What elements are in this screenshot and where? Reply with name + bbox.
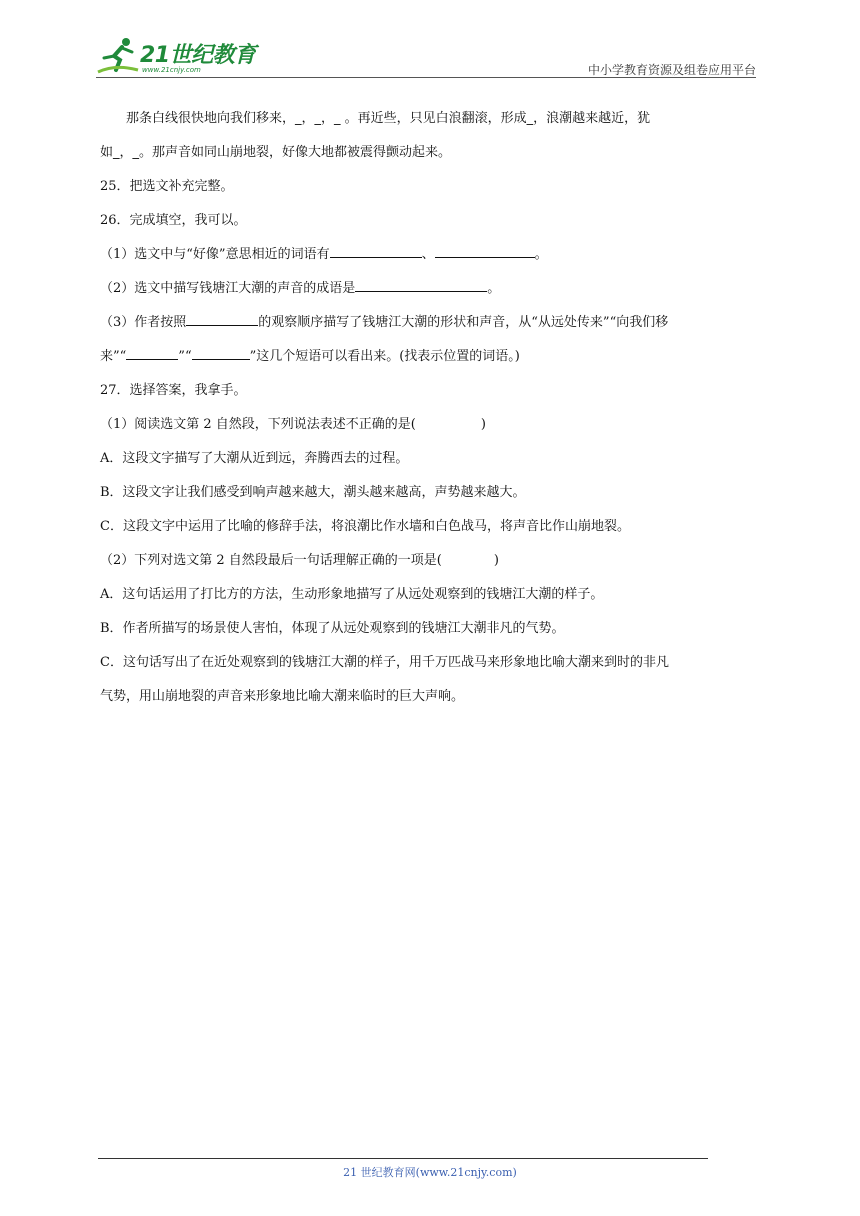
answer-blank[interactable] bbox=[355, 277, 487, 292]
option-27-1-c: C．这段文字中运用了比喻的修辞手法，将浪潮比作水墙和白色战马，将声音比作山崩地裂。 bbox=[100, 519, 630, 534]
passage-line-2: 如_，_。那声音如同山崩地裂，好像大地都被震得颤动起来。 bbox=[100, 145, 452, 160]
passage bbox=[100, 102, 756, 170]
main-content bbox=[100, 102, 756, 714]
header-divider bbox=[96, 77, 756, 78]
answer-blank[interactable] bbox=[126, 345, 178, 360]
q26-2-text: （2）选文中描写钱塘江大潮的声音的成语是 bbox=[100, 281, 356, 296]
question-26-2 bbox=[100, 272, 756, 306]
q26-1-text: （1）选文中与“好像”意思相近的词语有 bbox=[100, 247, 330, 262]
question-27-1: （1）阅读选文第 2 自然段，下列说法表述不正确的是( ) bbox=[100, 417, 486, 432]
question-27-title: 27．选择答案，我拿手。 bbox=[100, 383, 247, 398]
option-27-1-a: A．这段文字描写了大潮从近到远，奔腾西去的过程。 bbox=[100, 451, 409, 466]
answer-blank[interactable] bbox=[330, 243, 422, 258]
question-26-1 bbox=[100, 238, 756, 272]
option-27-2-b: B．作者所描写的场景使人害怕，体现了从远处观察到的钱塘江大潮非凡的气势。 bbox=[100, 621, 565, 636]
option-27-1-b: B．这段文字让我们感受到响声越来越大，潮头越来越高，声势越来越大。 bbox=[100, 485, 526, 500]
question-26-3 bbox=[100, 306, 756, 340]
answer-blank[interactable] bbox=[192, 345, 250, 360]
logo-url: www.21cnjy.com bbox=[142, 66, 201, 74]
option-27-2-a: A．这句话运用了打比方的方法，生动形象地描写了从远处观察到的钱塘江大潮的样子。 bbox=[100, 587, 604, 602]
q26-1-sep: 、 bbox=[421, 247, 435, 262]
q26-2-end: 。 bbox=[487, 281, 501, 296]
logo bbox=[96, 36, 256, 76]
runner-logo-icon bbox=[96, 36, 140, 76]
q26-3-mid: 的观察顺序描写了钱塘江大潮的形状和声音，从“从远处传来”“向我们移 bbox=[258, 315, 669, 330]
page-header bbox=[96, 36, 756, 80]
q26-3-text: （3）作者按照 bbox=[100, 315, 187, 330]
question-27-2: （2）下列对选文第 2 自然段最后一句话理解正确的一项是( ) bbox=[100, 553, 499, 568]
logo-text: 21世纪教育 bbox=[140, 43, 256, 68]
answer-blank[interactable] bbox=[186, 311, 258, 326]
question-26-title: 26．完成填空，我可以。 bbox=[100, 213, 247, 228]
header-platform-text: 中小学教育资源及组卷应用平台 bbox=[587, 63, 756, 77]
question-26-3-cont bbox=[100, 340, 756, 374]
footer-divider bbox=[98, 1158, 708, 1159]
q26-3-l2a: 来”“ bbox=[100, 349, 127, 364]
option-27-2-c-line1: C．这句话写出了在近处观察到的钱塘江大潮的样子，用千万匹战马来形象地比喻大潮来到时的非凡 bbox=[100, 655, 669, 670]
q26-3-l2b: ”“ bbox=[178, 349, 192, 364]
answer-blank[interactable] bbox=[435, 243, 535, 258]
passage-line-1: 那条白线很快地向我们移来，_，_，_ 。再近些，只见白浪翻滚，形成_，浪潮越来越近，犹 bbox=[126, 111, 651, 126]
question-25: 25．把选文补充完整。 bbox=[100, 179, 234, 194]
option-27-2-c-line2: 气势，用山崩地裂的声音来形象地比喻大潮来临时的巨大声响。 bbox=[100, 689, 465, 704]
footer-text: 21 世纪教育网(www.21cnjy.com) bbox=[343, 1166, 517, 1179]
q26-3-l2c: ”这几个短语可以看出来。(找表示位置的词语。) bbox=[249, 349, 520, 364]
q26-1-end: 。 bbox=[534, 247, 548, 262]
